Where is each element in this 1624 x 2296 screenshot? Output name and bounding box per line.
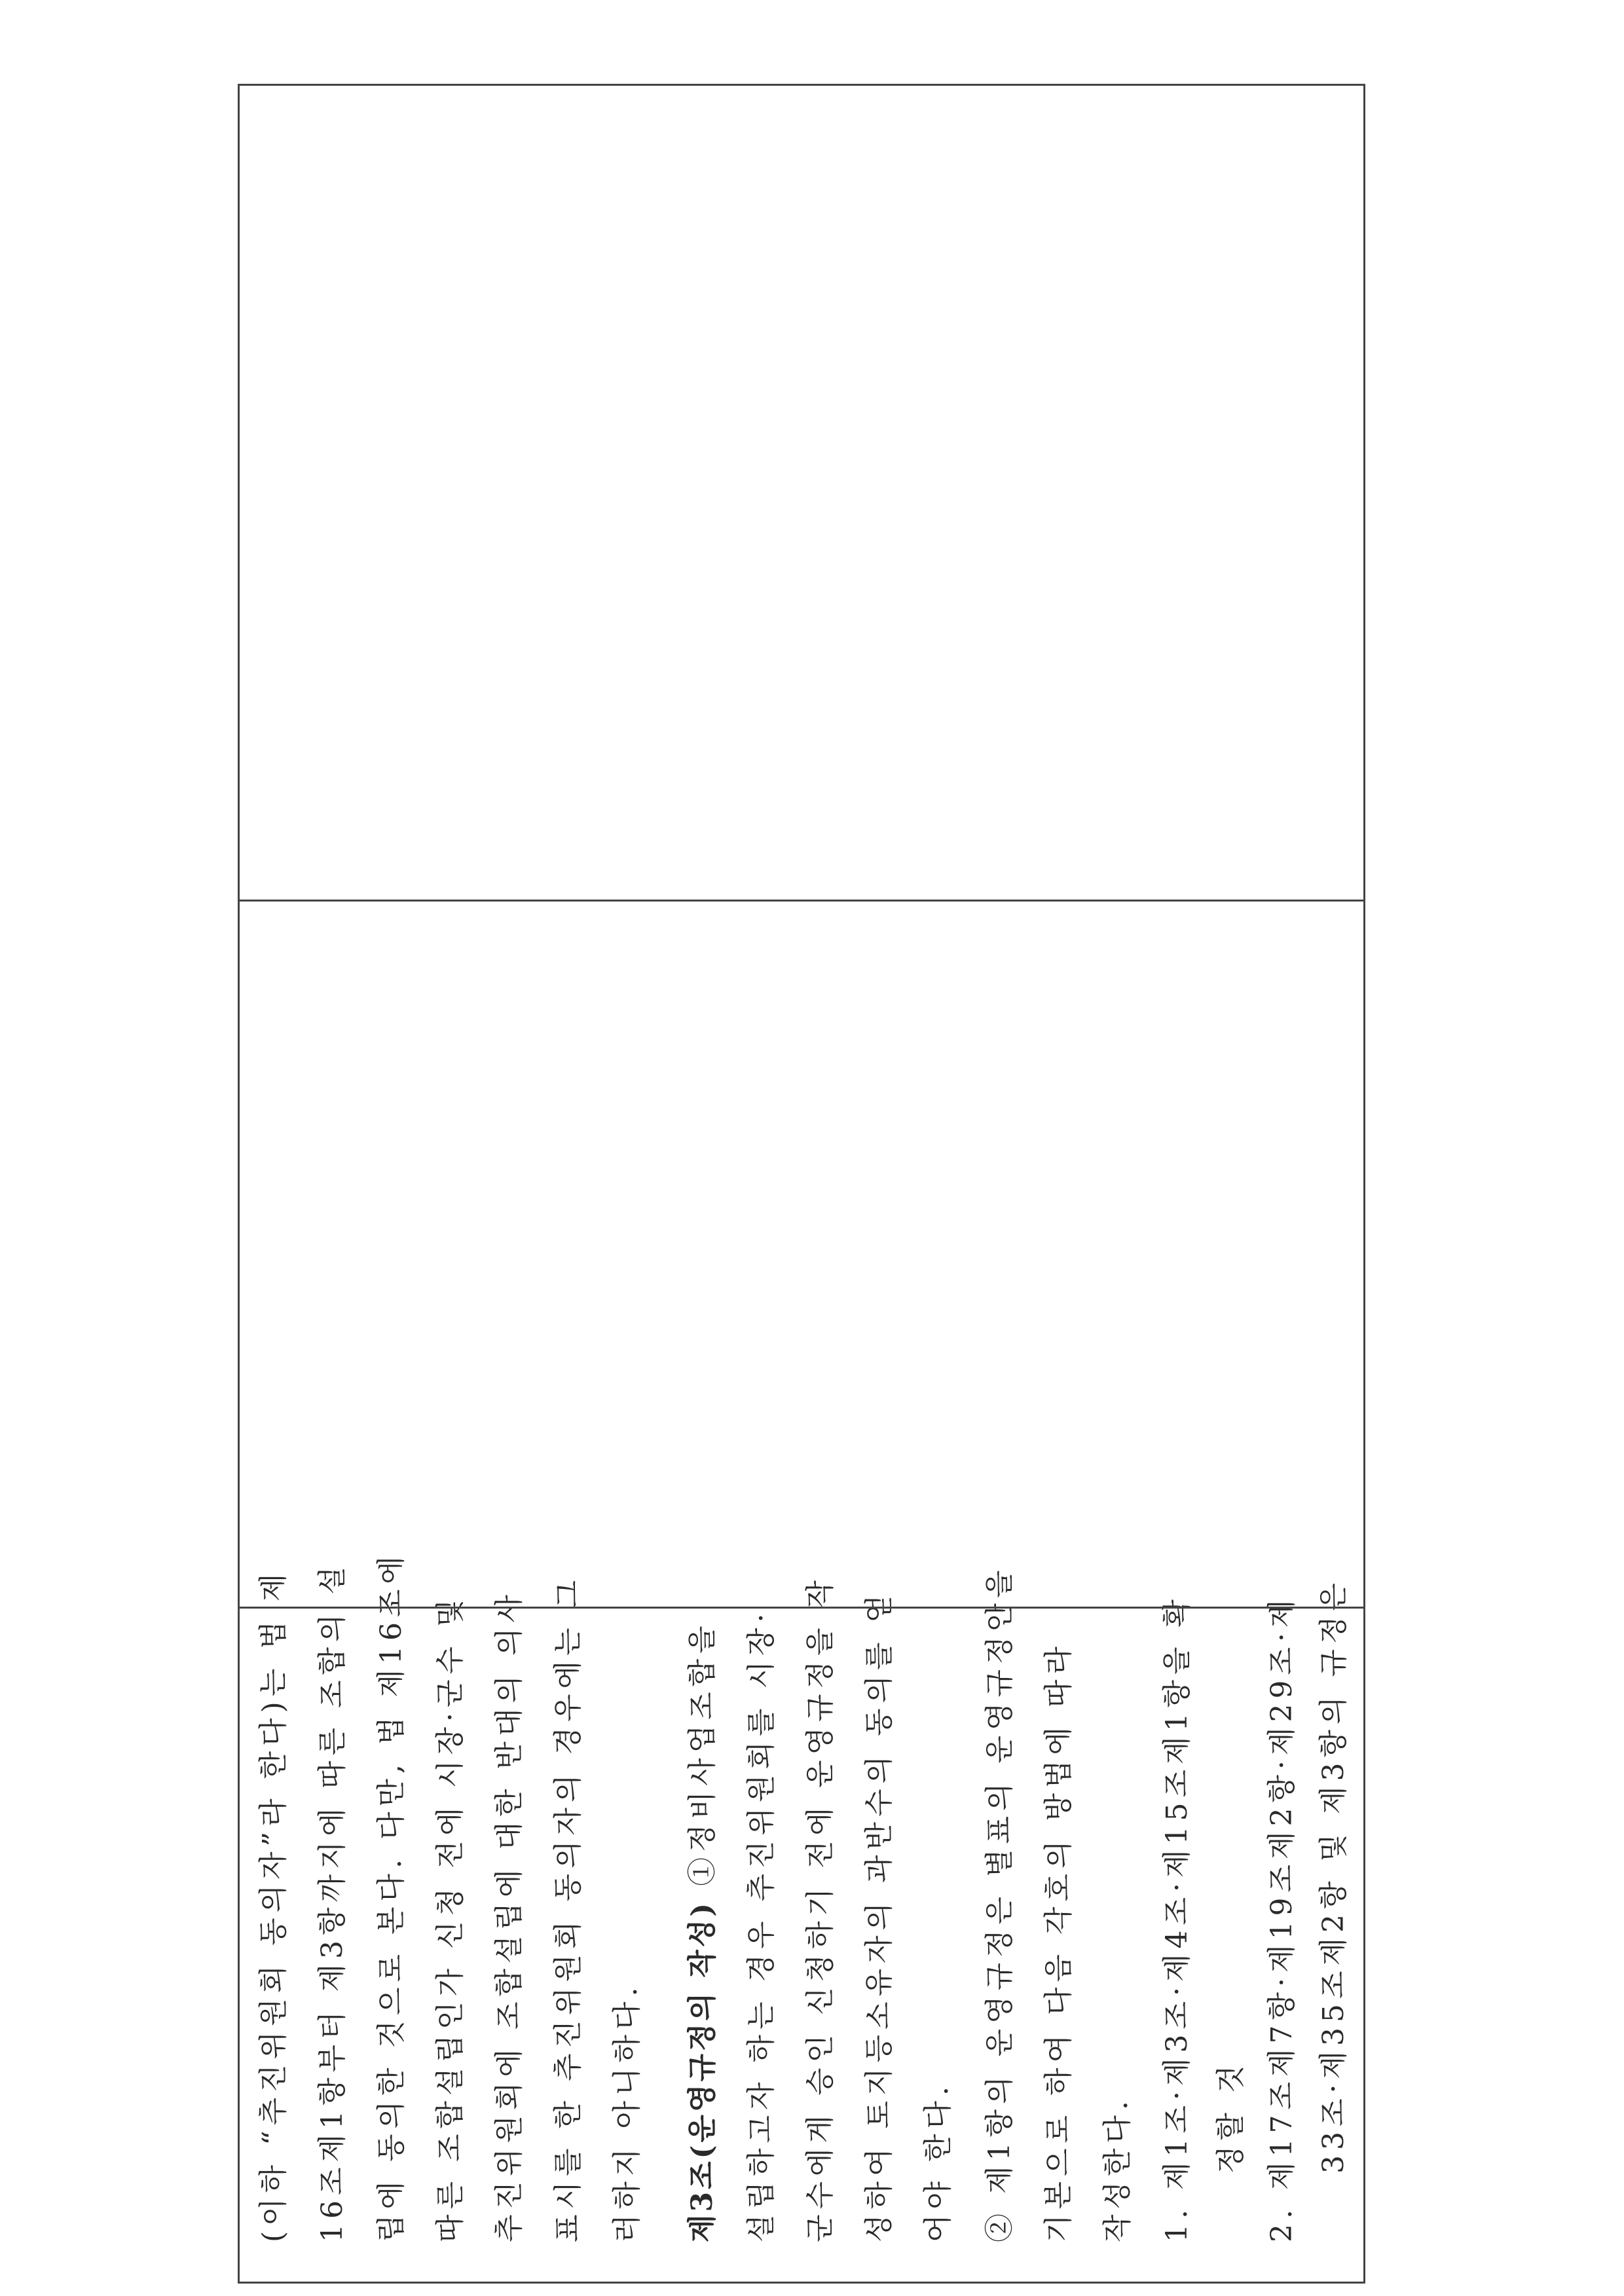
text-line: 작성한다. [1101,2095,1134,2242]
text-line: 군수에게 승인 신청하기 전에 운영규정을 작 [803,1575,837,2242]
item-2-number: 2. [1265,2204,1299,2242]
document-table [238,84,1365,2284]
article-3-first-line [683,1620,722,2242]
text-line: ② 제1항의 운영규정은 별표의 운영규정안을 [983,1565,1016,2242]
text-line: 설립하고자 하는 경우 추진위원회를 시장· [745,1608,778,2242]
text-line: 립에 동의한 것으로 본다. 다만, 법 제16조에 [375,1551,408,2242]
text-line: 추진위원회에 조합설립에 대한 반대의 의사 [492,1589,526,2242]
list-item-2 [1263,1595,1302,2242]
text-line: 러하지 아니하다. [610,1982,644,2242]
article-3-heading: 제3조(운영규정의 작성) [686,1900,719,2242]
middle-column [240,902,1363,1609]
item-1-text: 제1조·제3조·제4조·제15조제1항을 확 [1160,1594,1194,2191]
list-item-1-continuation [1211,2060,1251,2174]
text-line: 따른 조합설립인가 신청 전에 시장·군수 및 [434,1594,467,2242]
text-line: 표시를 한 추진위원회 동의자의 경우에는 그 [551,1575,585,2242]
item-2-text: 제17조제7항·제19조제2항·제29조·제 [1265,1594,1299,2191]
item-1-number: 1. [1160,2204,1194,2242]
item-1-continuation: 정할 것 [1214,2060,1247,2174]
right-column [240,86,1363,902]
text-line: (이하 “추진위원회 동의자”라 한다)는 법 제 [257,1568,290,2242]
text-line: 기본으로 하여 다음 각호의 방법에 따라 [1042,1641,1075,2242]
text-line: 성하여 토지등소유자의 과반수의 동의를 얻 [862,1589,896,2242]
text-line: 어야 한다. [921,2081,955,2242]
item-2-continuation: 33조·제35조제2항 및 제3항의 규정은 [1317,1578,1350,2174]
list-item-2-continuation [1314,1578,1354,2174]
article-3-clause-1-start: ①정비사업조합을 [686,1620,719,1886]
text-column [240,1551,1363,2282]
list-item-1 [1158,1594,1197,2242]
text-line: 16조제1항부터 제3항까지에 따른 조합의 설 [316,1561,349,2242]
